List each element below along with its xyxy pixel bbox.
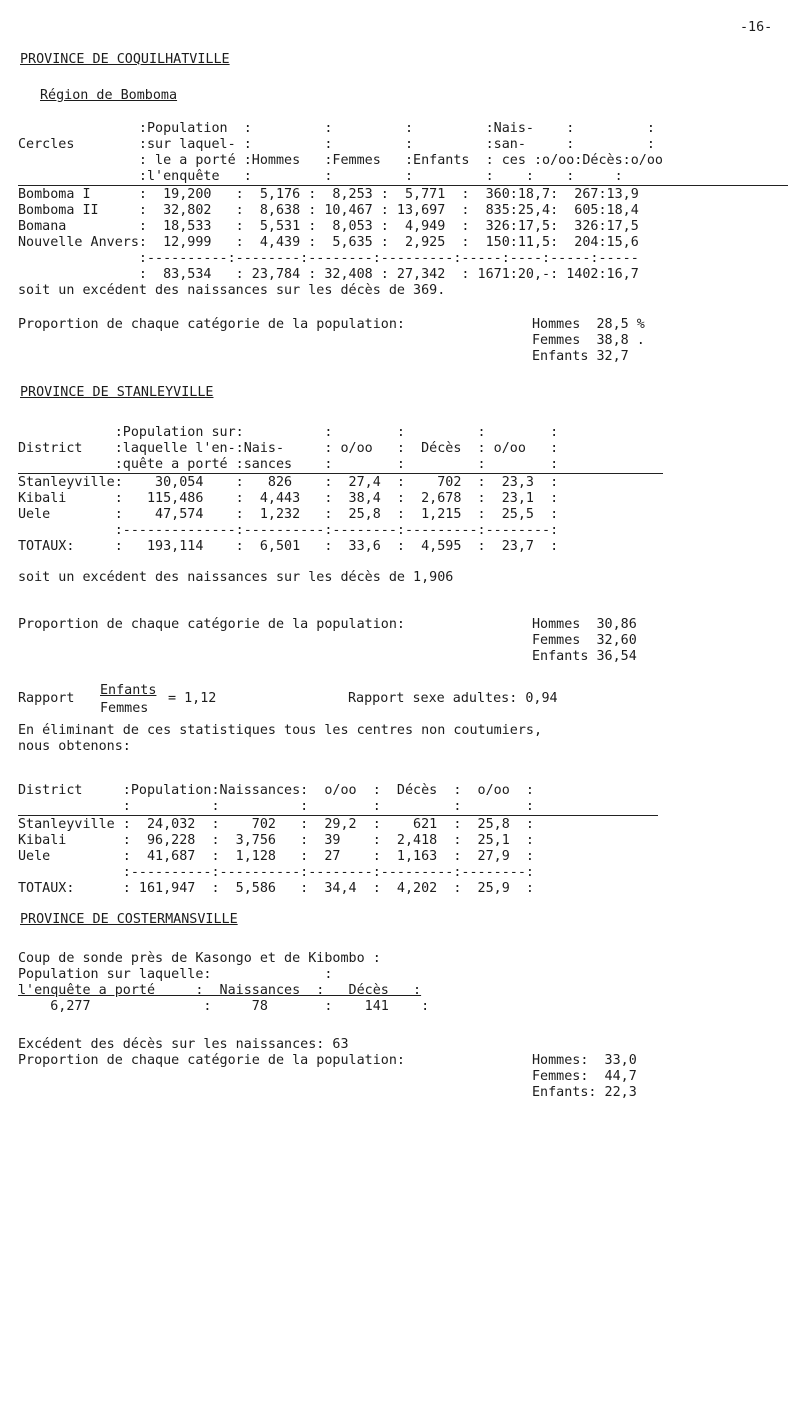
table-row: Bomana : 18,533 : 5,531 : 8,053 : 4,949 : 326:17,5: 326:17,5: [18, 219, 639, 234]
ratio-label: Rapport: [18, 691, 75, 706]
proportion-femmes: Femmes: 44,7: [532, 1069, 637, 1084]
table-separator: :----------:--------:--------:---------:-----:----:-----:-----: [18, 251, 639, 266]
table-row: Uele : 47,574 : 1,232 : 25,8 : 1,215 : 25,5 :: [18, 507, 559, 522]
excess-statement: soit un excédent des naissances sur les décès de 1,906: [18, 570, 454, 585]
table-separator: :----------:----------:--------:---------:--------:: [18, 865, 534, 880]
table-header-line: :l'enquête : : : : : : :: [18, 169, 623, 184]
table-row: 6,277 : 78 : 141 :: [18, 999, 430, 1014]
table-header-line: : le a porté :Hommes :Femmes :Enfants : ces :o/oo:Décès:o/oo: [18, 153, 663, 168]
proportion-femmes: Femmes 32,60: [532, 633, 637, 648]
excess-statement: Excédent des décès sur les naissances: 63: [18, 1037, 349, 1052]
table-rule: [18, 473, 663, 474]
ratio-numerator: Enfants: [100, 683, 157, 698]
table-total-row: TOTAUX: : 161,947 : 5,586 : 34,4 : 4,202 : 25,9 :: [18, 881, 534, 896]
table-separator: :--------------:----------:--------:---------:--------:: [18, 523, 559, 538]
proportion-hommes: Hommes 30,86: [532, 617, 637, 632]
table-header-line: District :Population:Naissances: o/oo : Décès : o/oo :: [18, 783, 534, 798]
table-row: Kibali : 96,228 : 3,756 : 39 : 2,418 : 25,1 :: [18, 833, 534, 848]
table-total-row: TOTAUX: : 193,114 : 6,501 : 33,6 : 4,595 : 23,7 :: [18, 539, 559, 554]
table-header-line: : : : : : :: [18, 799, 534, 814]
proportion-enfants: Enfants 36,54: [532, 649, 637, 664]
proportion-label: Proportion de chaque catégorie de la population:: [18, 1053, 405, 1068]
table-header-line: :Population : : : :Nais- : :: [18, 121, 655, 136]
page-number: -16-: [740, 20, 773, 35]
eliminating-text: En éliminant de ces statistiques tous les centres non coutumiers,: [18, 723, 543, 738]
table-row: Stanleyville: 30,054 : 826 : 27,4 : 702 : 23,3 :: [18, 475, 559, 490]
excess-statement: soit un excédent des naissances sur les décès de 369.: [18, 283, 446, 298]
proportion-hommes: Hommes 28,5 %: [532, 317, 645, 332]
province-stanleyville-title: PROVINCE DE STANLEYVILLE: [20, 385, 214, 400]
proportion-enfants: Enfants 32,7: [532, 349, 629, 364]
eliminating-text-2: nous obtenons:: [18, 739, 131, 754]
proportion-label: Proportion de chaque catégorie de la population:: [18, 617, 405, 632]
proportion-hommes: Hommes: 33,0: [532, 1053, 637, 1068]
proportion-enfants: Enfants: 22,3: [532, 1085, 637, 1100]
region-bomboma-title: Région de Bomboma: [40, 88, 178, 103]
table-row: Nouvelle Anvers: 12,999 : 4,439 : 5,635 : 2,925 : 150:11,5: 204:15,6: [18, 235, 639, 250]
table-header-line: :Population sur: : : : :: [18, 425, 559, 440]
province-costermansville-title: PROVINCE DE COSTERMANSVILLE: [20, 912, 238, 927]
table-header-line: l'enquête a porté : Naissances : Décès :: [18, 983, 422, 998]
table-row: Stanleyville : 24,032 : 702 : 29,2 : 621 : 25,8 :: [18, 817, 534, 832]
table-row: Kibali : 115,486 : 4,443 : 38,4 : 2,678 : 23,1 :: [18, 491, 559, 506]
table-row: Uele : 41,687 : 1,128 : 27 : 1,163 : 27,9 :: [18, 849, 534, 864]
province-coquilhatville-title: PROVINCE DE COQUILHATVILLE: [20, 52, 230, 67]
intro-text: Coup de sonde près de Kasongo et de Kibombo :: [18, 951, 381, 966]
table-rule: [18, 815, 658, 816]
table-row: Bomboma I : 19,200 : 5,176 : 8,253 : 5,771 : 360:18,7: 267:13,9: [18, 187, 639, 202]
table-header-line: Cercles :sur laquel- : : : :san- : :: [18, 137, 655, 152]
table-header-line: :quête a porté :sances : : : :: [18, 457, 559, 472]
proportion-femmes: Femmes 38,8 .: [532, 333, 645, 348]
table-row: Bomboma II : 32,802 : 8,638 : 10,467 : 13,697 : 835:25,4: 605:18,4: [18, 203, 639, 218]
table-header-line: Population sur laquelle: :: [18, 967, 333, 982]
table-rule: [18, 185, 788, 186]
sex-ratio: Rapport sexe adultes: 0,94: [348, 691, 558, 706]
table-total-row: : 83,534 : 23,784 : 32,408 : 27,342 : 1671:20,-: 1402:16,7: [18, 267, 639, 282]
table-header-line: District :laquelle l'en-:Nais- : o/oo : Décès : o/oo :: [18, 441, 559, 456]
ratio-value: = 1,12: [168, 691, 217, 706]
proportion-label: Proportion de chaque catégorie de la population:: [18, 317, 405, 332]
ratio-denominator: Femmes: [100, 701, 149, 716]
